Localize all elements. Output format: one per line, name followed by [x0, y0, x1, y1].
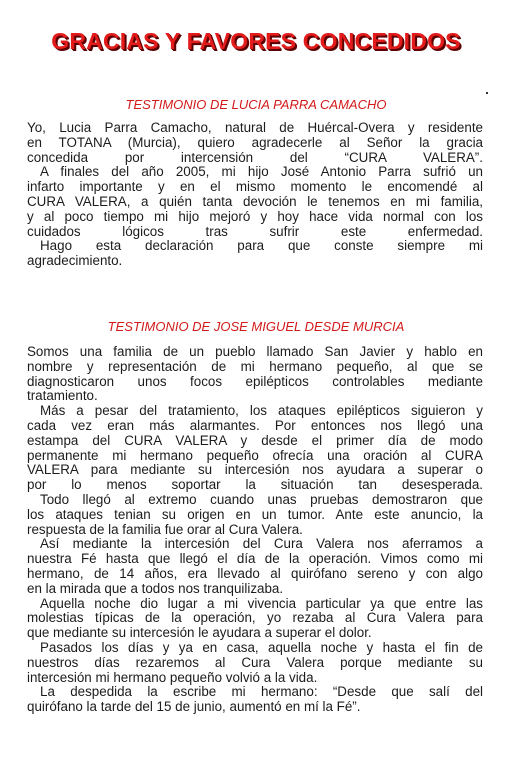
paragraph-line: nombre y representación de mi hermano pequeño, al que se — [27, 358, 483, 374]
paragraph-line: nuestros días rezaremos al Cura Valera porque mediante su — [27, 654, 483, 670]
paragraph-line: que mediante su intercesión le ayudara a superar el dolor. — [27, 625, 372, 641]
paragraph-line: concedida por intercensión del “CURA VALERA”. — [27, 149, 483, 165]
paragraph-line: y al poco tiempo mi hijo mejoró y hoy hace vida normal con los — [27, 208, 483, 224]
testimony-lucia — [27, 121, 483, 269]
paragraph-line: Hago esta declaración para que conste siempre mi — [40, 238, 483, 254]
paragraph-line: Yo, Lucia Parra Camacho, natural de Huércal-Overa y residente — [27, 120, 483, 135]
paragraph-line: Todo llegó al extremo cuando unas pruebas demostraron que — [40, 491, 483, 507]
paragraph-line: A finales del año 2005, mi hijo José Antonio Parra sufrió un — [40, 164, 483, 180]
paragraph-line: infarto importante y en el mismo momento le encomendé al — [27, 179, 483, 195]
page-title: GRACIAS Y FAVORES CONCEDIDOS — [51, 28, 461, 54]
paragraph-line: Somos una familia de un pueblo llamado San Javier y hablo en — [27, 344, 483, 359]
paragraph-line: Aquella noche dio lugar a mi vivencia particular ya que entre las — [40, 595, 483, 611]
paragraph-line: en TOTANA (Murcia), quiero agradecerle al Señor la gracia — [27, 134, 483, 150]
paragraph-line: Así mediante la intercesión del Cura Valera nos aferramos a — [40, 536, 483, 552]
section-heading-lucia: TESTIMONIO DE LUCIA PARRA CAMACHO — [125, 97, 387, 112]
testimony-jose-miguel — [27, 345, 483, 715]
paragraph-line: diagnosticaron unos focos epilépticos controlables mediante — [27, 373, 483, 389]
paragraph-line: quirófano la tarde del 15 de junio, aumentó en mí la Fé”. — [27, 699, 361, 715]
paragraph-line: intercesión mi hermano pequeño volvió a la vida. — [27, 669, 318, 685]
paragraph-line: en la mirada que a todos nos tranquilizaba. — [27, 580, 284, 596]
paragraph-line: CURA VALERA, a quién tanta devoción le tenemos en mi familia, — [27, 193, 483, 209]
paragraph-line: cuidados lógicos tras sufrir este enfermedad. — [27, 223, 483, 239]
paragraph-line: Pasados los días y ya en casa, aquella noche y hasta el fin de — [40, 639, 483, 655]
paragraph-line: VALERA para mediante su intercesión nos ayudara a superar o — [27, 462, 483, 478]
paragraph-line: molestias típicas de la operación, yo rezaba al Cura Valera para — [27, 610, 483, 626]
paragraph-line: hermano, de 14 años, era llevado al quirófano sereno y con algo — [27, 565, 483, 581]
paragraph-line: agradecimiento. — [27, 253, 123, 269]
paragraph-line: por lo menos soportar la situación tan desesperada. — [27, 477, 483, 493]
paragraph-line: cada vez eran más alarmantes. Por entonces nos llegó una — [27, 417, 483, 433]
paragraph-line: permanente mi hermano pequeño ofrecía una oración al CURA — [27, 447, 483, 463]
paragraph-line: nuestra Fé hasta que llegó el día de la operación. Vimos como mi — [27, 551, 483, 567]
stray-dot — [486, 92, 488, 94]
paragraph-line: estampa del CURA VALERA y desde el primer día de modo — [27, 432, 483, 448]
paragraph-line: Más a pesar del tratamiento, los ataques epilépticos siguieron y — [40, 403, 483, 419]
paragraph-line: tratamiento. — [27, 388, 98, 404]
paragraph-line: los ataques tenian su origen en un tumor. Ante este anuncio, la — [27, 506, 483, 522]
section-heading-jose-miguel: TESTIMONIO DE JOSE MIGUEL DESDE MURCIA — [107, 319, 405, 334]
paragraph-line: respuesta de la familia fue orar al Cura Valera. — [27, 521, 303, 537]
paragraph-line: La despedida la escribe mi hermano: “Desde que salí del — [40, 684, 483, 700]
